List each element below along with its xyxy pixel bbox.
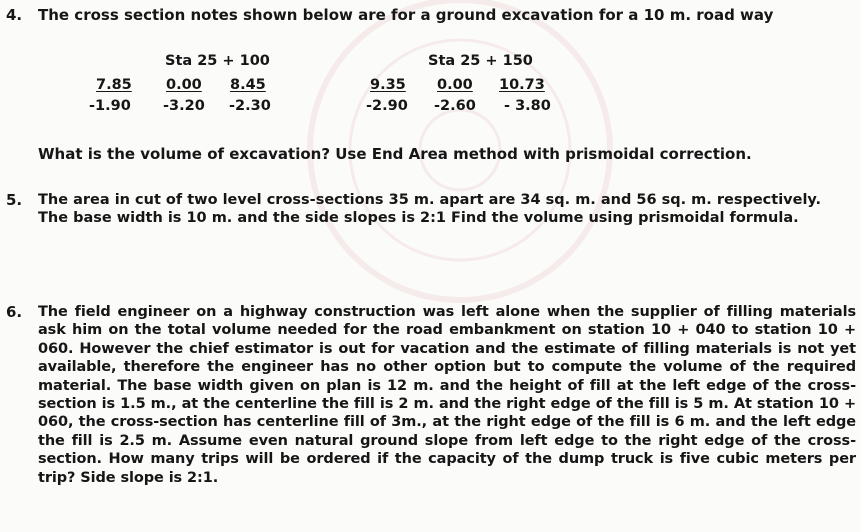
q6-text: The field engineer on a highway construction was left alone when the supplier of filling materials ask him on the total volume needed for the road embankment on station 10 + 040 to station 10 + 060. However the chief estimator is out for vacation and the estimate of filling materials is not yet available, therefore the engineer has no other option but to compute the volume of the required material. The base width given on plan is 12 m. and the height of fill at the left edge of the cross-section is 1.5 m., at the centerline the fill is 2 m. and the right edge of the fill is 5 m. At station 10 + 060, the cross-section has centerline fill of 3m., at the right edge of the fill is 6 m. and the left edge the fill is 2.5 m. Assume even natural ground slope from left edge to the right edge of the cross-section. How many trips will be ordered if the capacity of the dump truck is five cubic meters per trip? Side slope is 2:1. (38, 304, 856, 486)
q4-question: What is the volume of excavation? Use End Area method with prismoidal correction. (38, 145, 752, 163)
sta1-bottom-right: -2.30 (229, 98, 271, 114)
q6-number: 6. (6, 303, 23, 321)
q4-title: The cross section notes shown below are for a ground excavation for a 10 m. road way (38, 6, 774, 24)
sta1-top-center: 0.00 (166, 77, 202, 93)
sta1-top-left: 7.85 (96, 77, 132, 93)
sta1-top-right: 8.45 (230, 77, 266, 93)
station1-label: Sta 25 + 100 (165, 53, 270, 69)
sta2-bottom-left: -2.90 (366, 98, 408, 114)
sta2-top-left: 9.35 (370, 77, 406, 93)
sta2-top-right: 10.73 (499, 77, 545, 93)
q4-number: 4. (6, 6, 23, 24)
station2-label: Sta 25 + 150 (428, 53, 533, 69)
q5-number: 5. (6, 191, 23, 209)
sta1-bottom-center: -3.20 (163, 98, 205, 114)
sta2-top-center: 0.00 (437, 77, 473, 93)
sta2-bottom-right: - 3.80 (504, 98, 551, 114)
q5-text: The area in cut of two level cross-sections 35 m. apart are 34 sq. m. and 56 sq. m. respectively. The base width is 10 m. and the side slopes is 2:1 Find the volume using prismoidal formula. (38, 192, 822, 227)
sta1-bottom-left: -1.90 (89, 98, 131, 114)
sta2-bottom-center: -2.60 (434, 98, 476, 114)
